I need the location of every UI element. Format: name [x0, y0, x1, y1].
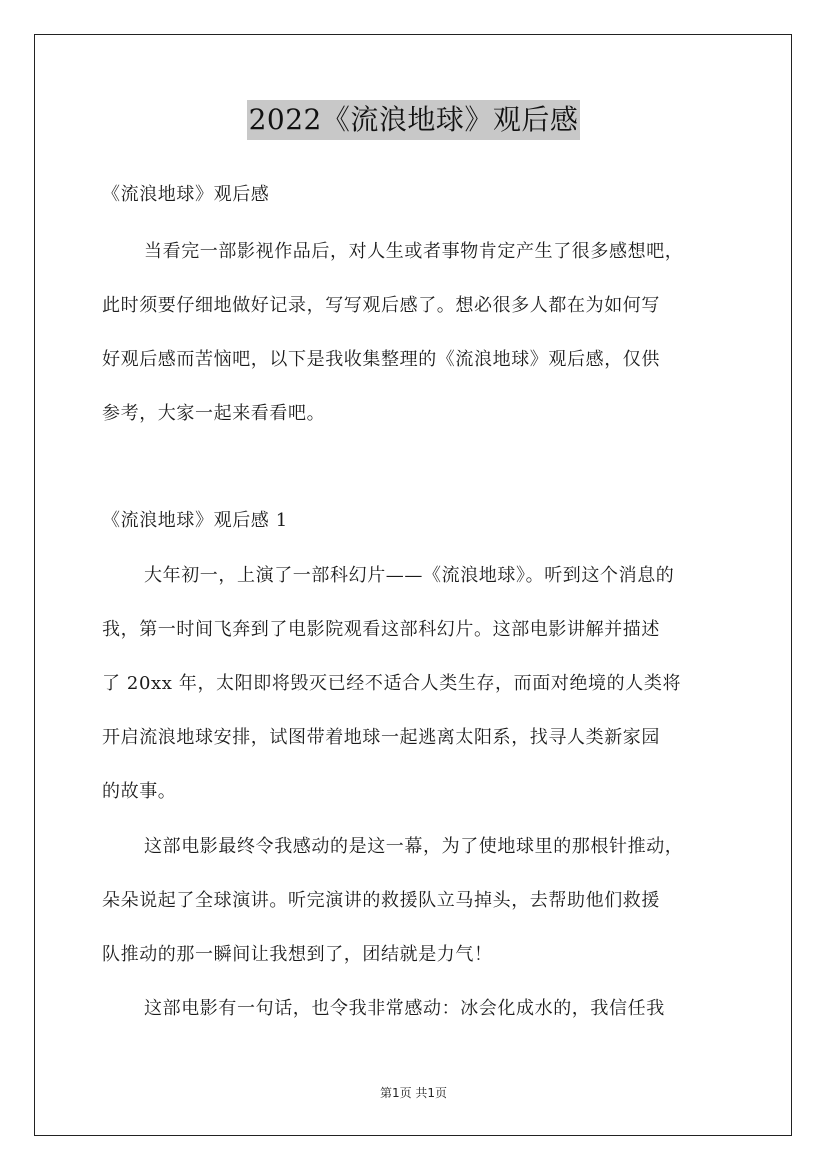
intro-line-4: 参考，大家一起来看看吧。 — [102, 403, 326, 424]
para2-line-2: 朵朵说起了全球演讲。听完演讲的救援队立马掉头，去帮助他们救援 — [102, 890, 660, 911]
para1-line-5: 的故事。 — [102, 781, 177, 802]
para1-line-4: 开启流浪地球安排，试图带着地球一起逃离太阳系，找寻人类新家园 — [102, 727, 660, 748]
title-wrap — [0, 100, 827, 140]
para1-line-3: 了 20xx 年，太阳即将毁灭已经不适合人类生存，而面对绝境的人类将 — [102, 673, 682, 694]
intro-line-1: 当看完一部影视作品后，对人生或者事物肯定产生了很多感想吧， — [144, 241, 684, 262]
intro-line-2: 此时须要仔细地做好记录，写写观后感了。想必很多人都在为如何写 — [102, 295, 660, 316]
section-heading: 《流浪地球》观后感 1 — [102, 510, 288, 531]
intro-line-3: 好观后感而苦恼吧，以下是我收集整理的《流浪地球》观后感，仅供 — [102, 349, 660, 370]
para1-line-2: 我，第一时间飞奔到了电影院观看这部科幻片。这部电影讲解并描述 — [102, 619, 660, 640]
document-title: 2022《流浪地球》观后感 — [247, 100, 581, 140]
page-footer: 第1页 共1页 — [379, 1086, 448, 1100]
para2-line-1: 这部电影最终令我感动的是这一幕，为了使地球里的那根针推动， — [144, 836, 684, 857]
para2-line-3: 队推动的那一瞬间让我想到了，团结就是力气！ — [102, 944, 493, 965]
para3-line-1: 这部电影有一句话，也令我非常感动：冰会化成水的，我信任我 — [144, 998, 665, 1019]
subtitle: 《流浪地球》观后感 — [102, 184, 270, 205]
para1-line-1: 大年初一，上演了一部科幻片——《流浪地球》。听到这个消息的 — [144, 565, 675, 586]
